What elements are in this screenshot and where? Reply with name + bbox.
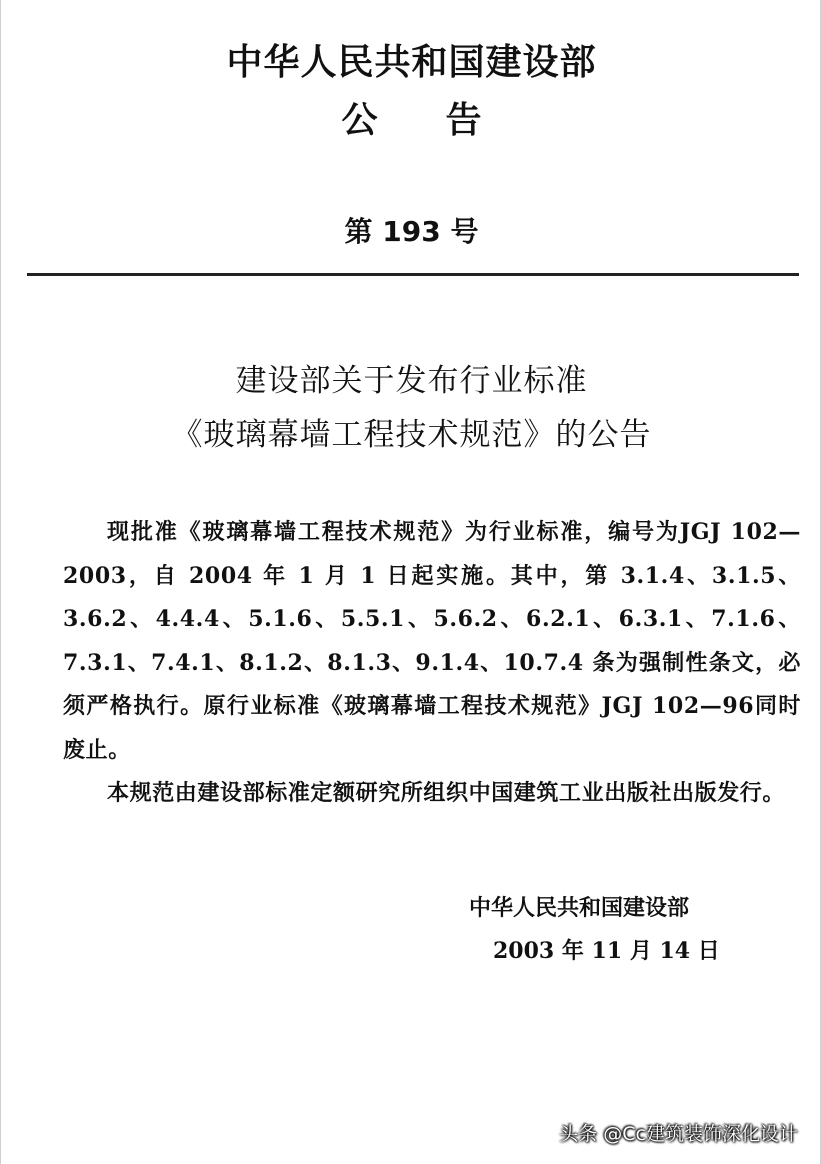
watermark-text: 头条 @Cc建筑装饰深化设计 — [559, 1123, 798, 1145]
signature-date: 2003 年 11 月 14 日 — [493, 938, 720, 964]
body-paragraph-2: 本规范由建设部标准定额研究所组织中国建筑工业出版社出版发行。 — [107, 780, 786, 806]
notice-body — [63, 511, 801, 816]
notice-subtitle-line1: 建设部关于发布行业标准 — [235, 363, 588, 399]
notice-number: 第 193 号 — [344, 215, 479, 248]
notice-subtitle-line2: 《玻璃幕墙工程技术规范》的公告 — [171, 417, 652, 453]
header-divider — [27, 273, 799, 276]
ministry-title: 中华人民共和国建设部 — [226, 42, 597, 83]
notice-heading: 公告 — [341, 100, 550, 141]
signature-organization: 中华人民共和国建设部 — [469, 896, 690, 921]
body-paragraph-1: 现批准《玻璃幕墙工程技术规范》为行业标准，编号为JGJ 102—2003，自 2004 年 1 月 1 日起实施。其中，第 3.1.4、3.1.5、3.6.2、4.4.4、5.1.6、5.5.1、5.6.2、6.2.1、6.3.1、7.1.6、7.3.1、7.4.1、8.1.2、8.1.3、9.1.4、10.7.4 条为强制性条文，必须严格执行。原行业标准《玻璃幕墙工程技术规范》JGJ 102—96同时废止。 — [63, 519, 801, 763]
